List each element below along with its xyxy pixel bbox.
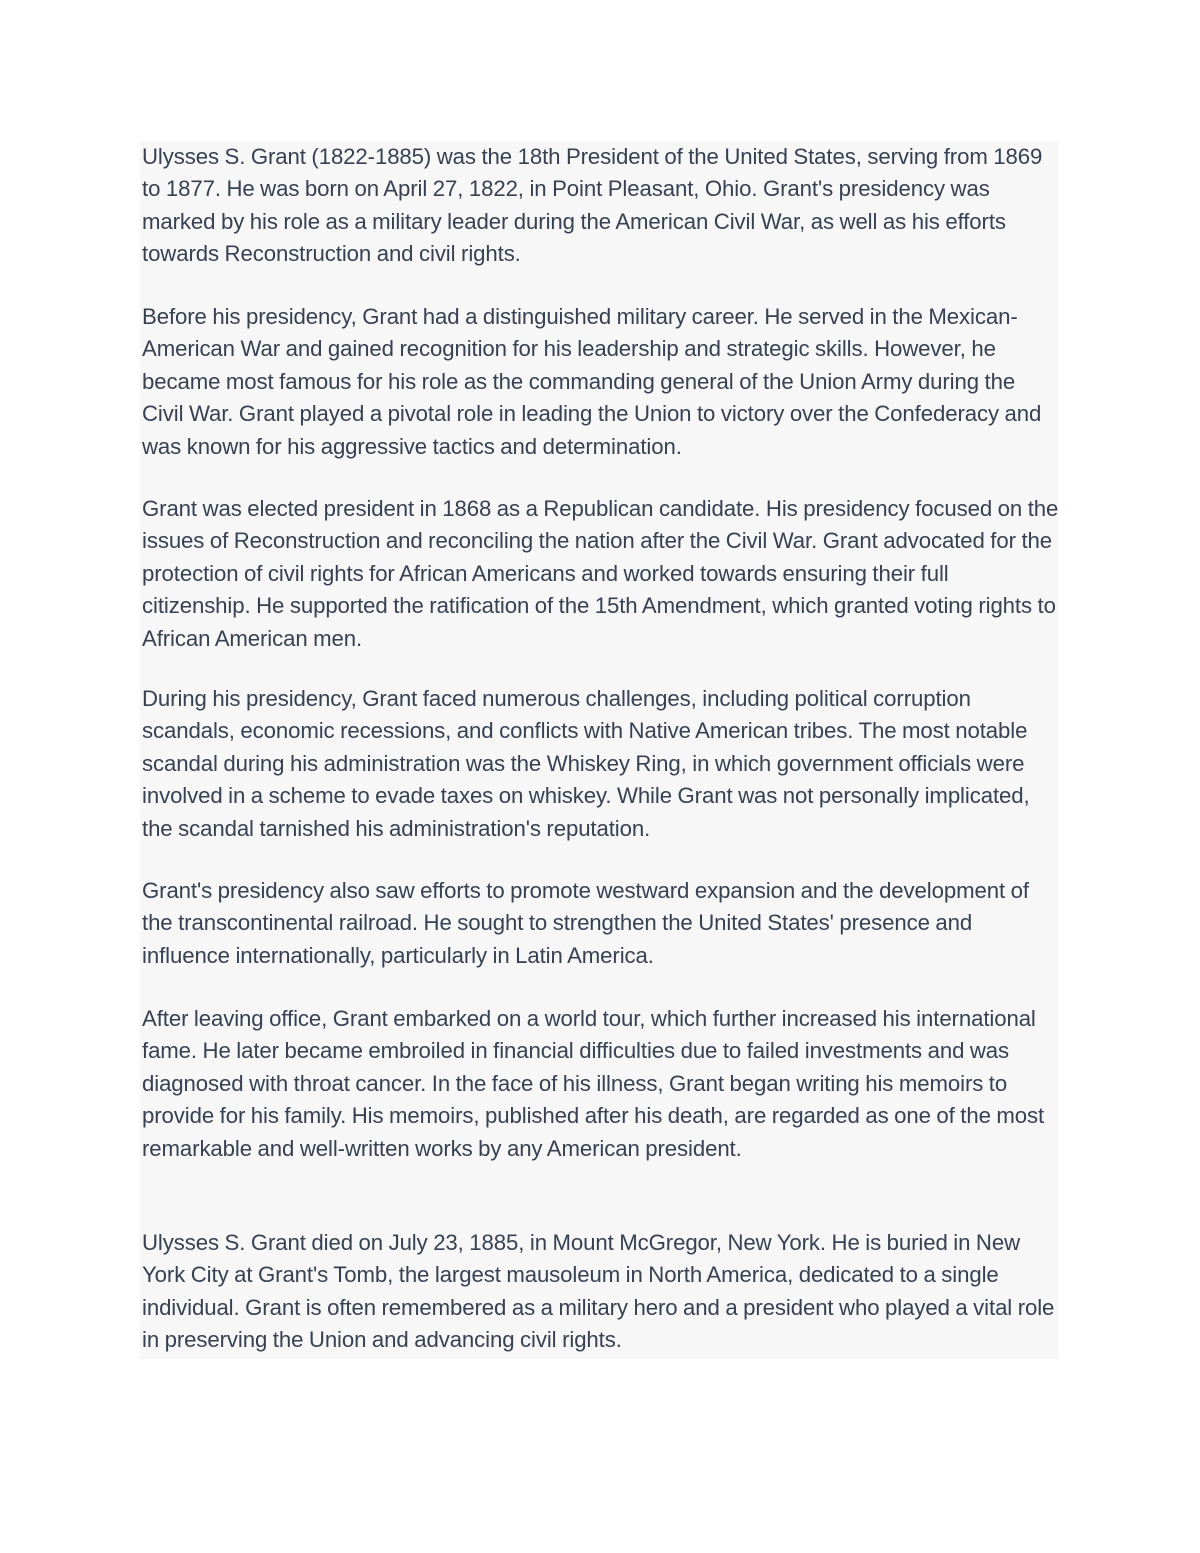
paragraph-intro: Ulysses S. Grant (1822-1885) was the 18th President of the United States, serving from 1869 to 1877. He was born on April 27, 1822, in Point Pleasant, Ohio. Grant's presidency was marked by his role as a military leader during the American Civil War, as well as his efforts towards Reconstruction and civil rights. bbox=[142, 144, 1043, 267]
text-block bbox=[140, 141, 1058, 1359]
paragraph-expansion: Grant's presidency also saw efforts to promote westward expansion and the development of the transcontinental railroad. He sought to strengthen the United States' presence and influence internationally, particularly in Latin America. bbox=[142, 878, 1029, 968]
paragraph-death: Ulysses S. Grant died on July 23, 1885, in Mount McGregor, New York. He is buried in New York City at Grant's Tomb, the largest mausoleum in North America, dedicated to a single individual. Grant is often remembered as a military hero and a president who played a vital role in preserving the Union and advancing civil rights. bbox=[142, 1230, 1055, 1353]
paragraph-after-office: After leaving office, Grant embarked on a world tour, which further increased his international fame. He later became embroiled in financial difficulties due to failed investments and was diagnosed with throat cancer. In the face of his illness, Grant began writing his memoirs to provide for his family. His memoirs, published after his death, are regarded as one of the most remarkable and well-written works by any American president. bbox=[142, 1006, 1045, 1161]
paragraph-military-career: Before his presidency, Grant had a distinguished military career. He served in the Mexican-American War and gained recognition for his leadership and strategic skills. However, he became most famous for his role as the commanding general of the Union Army during the Civil War. Grant played a pivotal role in leading the Union to victory over the Confederacy and was known for his aggressive tactics and determination. bbox=[142, 304, 1042, 459]
paragraph-election: Grant was elected president in 1868 as a Republican candidate. His presidency focused on the issues of Reconstruction and reconciling the nation after the Civil War. Grant advocated for the protection of civil rights for African Americans and worked towards ensuring their full citizenship. He supported the ratification of the 15th Amendment, which granted voting rights to African American men. bbox=[142, 496, 1059, 651]
paragraph-challenges: During his presidency, Grant faced numerous challenges, including political corruption scandals, economic recessions, and conflicts with Native American tribes. The most notable scandal during his administration was the Whiskey Ring, in which government officials were involved in a scheme to evade taxes on whiskey. While Grant was not personally implicated, the scandal tarnished his administration's reputation. bbox=[142, 686, 1030, 841]
